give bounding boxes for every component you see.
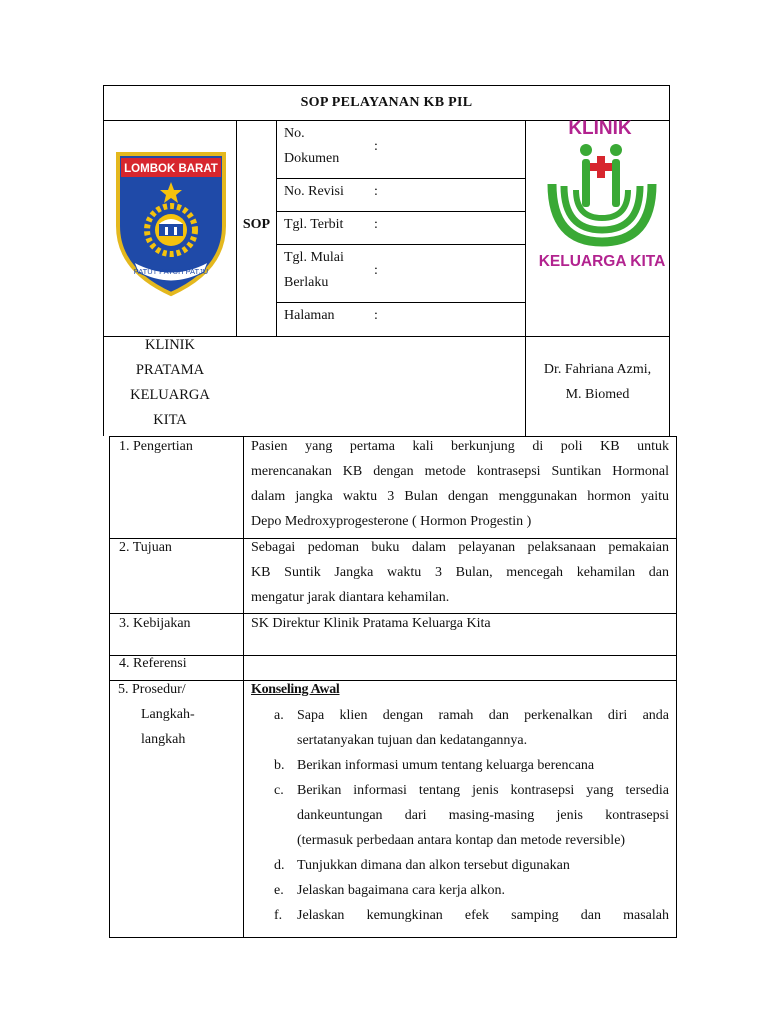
item-e-text: Jelaskan bagaimana cara kerja alkon.: [297, 883, 505, 898]
label-kebijakan: 3. Kebijakan: [119, 616, 191, 631]
content-tujuan: Sebagai pedoman buku dalam pelayanan pelaksanaan pemakaian KB Suntik Jangka waktu 3 Bulan, mencegah kehamilan dan mengatur jarak diantara kehamilan.: [251, 540, 669, 605]
clinic-name: KLINIK PRATAMA KELUARGA KITA: [130, 337, 210, 428]
field-tgl-mulai-sep: :: [374, 263, 378, 278]
emblem-ribbon-text: PATUT PATUH PATJU: [133, 267, 209, 276]
label-referensi: 4. Referensi: [119, 656, 187, 671]
item-c-text: Berikan informasi tentang jenis kontrasepsi yang tersedia dankeuntungan dari masing-masing jenis kontrasepsi (termasuk perbedaan antara kontap dan metode reversible): [297, 783, 669, 848]
field-tgl-terbit: Tgl. Terbit: [284, 217, 344, 232]
label-tujuan: 2. Tujuan: [119, 540, 172, 555]
content-pengertian: Pasien yang pertama kali berkunjung di poli KB untuk merencanakan KB dengan metode kontrasepsi Suntikan Hormonal dalam jangka waktu 3 Bulan dengan menggunakan hormon yaitu Depo Medroxyprogesterone ( Hormon Progestin ): [251, 439, 669, 529]
field-no-revisi: No. Revisi: [284, 184, 344, 199]
document-title: SOP PELAYANAN KB PIL: [300, 95, 473, 110]
item-c-marker: c.: [274, 783, 284, 798]
field-no-revisi-sep: :: [374, 184, 378, 199]
item-a-marker: a.: [274, 708, 284, 723]
item-b-text: Berikan informasi umum tentang keluarga berencana: [297, 758, 595, 773]
sop-label: SOP: [242, 217, 271, 232]
klinik-keluarga-kita-logo-icon: [538, 114, 666, 274]
logo-top-text: KLINIK: [568, 118, 632, 139]
item-a-text: Sapa klien dengan ramah dan perkenalkan diri anda sertatanyakan tujuan dan kedatangannya.: [297, 708, 669, 748]
item-d-text: Tunjukkan dimana dan alkon tersebut digunakan: [297, 858, 570, 873]
content-kebijakan: SK Direktur Klinik Pratama Keluarga Kita: [251, 616, 491, 631]
field-tgl-mulai-berlaku: Tgl. Mulai Berlaku: [284, 250, 344, 290]
field-no-dokumen: No. Dokumen: [284, 126, 340, 166]
item-b-marker: b.: [274, 758, 285, 773]
field-no-dokumen-sep: :: [374, 139, 378, 154]
field-halaman-sep: :: [374, 308, 378, 323]
heading-konseling-awal: Konseling Awal: [251, 682, 340, 697]
item-d-marker: d.: [274, 858, 285, 873]
emblem-banner-text: LOMBOK BARAT: [124, 163, 218, 175]
item-f-marker: f.: [274, 908, 283, 923]
item-e-marker: e.: [274, 883, 284, 898]
signer-name: Dr. Fahriana Azmi, M. Biomed: [543, 362, 652, 402]
label-pengertian: 1. Pengertian: [119, 439, 193, 454]
logo-bottom-text: KELUARGA KITA: [538, 253, 666, 270]
field-tgl-terbit-sep: :: [374, 217, 378, 232]
item-f-text: Jelaskan kemungkinan efek samping dan masalah: [297, 908, 669, 923]
field-halaman: Halaman: [284, 308, 335, 323]
label-prosedur: 5. Prosedur/ Langkah- langkah: [118, 682, 195, 747]
lombok-barat-emblem-icon: [112, 148, 230, 298]
